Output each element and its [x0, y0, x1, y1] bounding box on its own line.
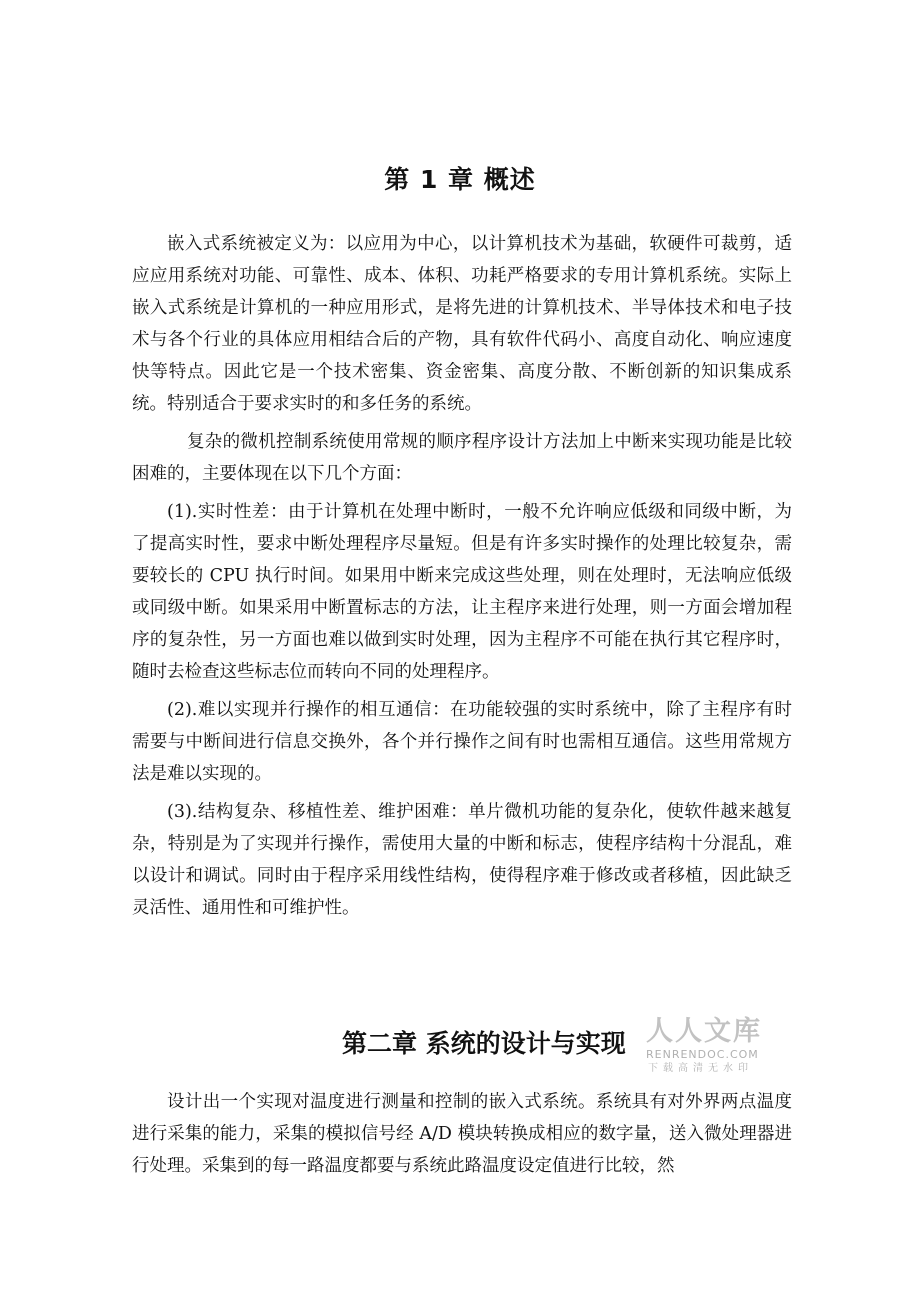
chapter-1-body: [132, 228, 792, 930]
paragraph-point-1: (1).实时性差：由于计算机在处理中断时，一般不允许响应低级和同级中断，为了提高实时性，要求中断处理程序尽量短。但是有许多实时操作的处理比较复杂，需要较长的 CPU 执行时间。如果用中断来完成这些处理，则在处理时，无法响应低级或同级中断。如果采用中断置标志的方法，让主程序来进行处理，则一方面会增加程序的复杂性，另一方面也难以做到实时处理，因为主程序不可能在执行其它程序时，随时去检查这些标志位而转向不同的处理程序。: [132, 502, 792, 682]
watermark-logo: [646, 1016, 786, 1080]
chapter-2-body: [132, 1086, 792, 1188]
chapter-2-title: 第二章 系统的设计与实现: [342, 1029, 626, 1058]
paragraph-system-design: 设计出一个实现对温度进行测量和控制的嵌入式系统。系统具有对外界两点温度进行采集的能力，采集的模拟信号经 A/D 模块转换成相应的数字量，送入微处理器进行处理。采集到的每一路温度都要与系统此路温度设定值进行比较，然: [132, 1092, 792, 1176]
watermark-main-text: 人人文库: [646, 1016, 762, 1047]
watermark-domain-text: RENRENDOC.COM: [646, 1048, 759, 1061]
paragraph-difficulties-intro: 复杂的微机控制系统使用常规的顺序程序设计方法加上中断来实现功能是比较困难的，主要体现在以下几个方面：: [132, 432, 792, 484]
chapter-2-header: [0, 1012, 920, 1082]
watermark-subtitle-text: 下载高清无水印: [648, 1063, 753, 1074]
chapter-1-title: 第 1 章 概述: [384, 165, 536, 194]
paragraph-point-3: (3).结构复杂、移植性差、维护困难：单片微机功能的复杂化，使软件越来越复杂，特别是为了实现并行操作，需使用大量的中断和标志，使程序结构十分混乱，难以设计和调试。同时由于程序采用线性结构，使得程序难于修改或者移植，因此缺乏灵活性、通用性和可维护性。: [132, 802, 792, 918]
paragraph-embedded-definition: 嵌入式系统被定义为：以应用为中心，以计算机技术为基础，软硬件可裁剪，适应应用系统对功能、可靠性、成本、体积、功耗严格要求的专用计算机系统。实际上嵌入式系统是计算机的一种应用形式，是将先进的计算机技术、半导体技术和电子技术与各个行业的具体应用相结合后的产物，具有软件代码小、高度自动化、响应速度快等特点。因此它是一个技术密集、资金密集、高度分散、不断创新的知识集成系统。特别适合于要求实时的和多任务的系统。: [132, 234, 792, 414]
paragraph-point-2: (2).难以实现并行操作的相互通信：在功能较强的实时系统中，除了主程序有时需要与中断间进行信息交换外，各个并行操作之间有时也需相互通信。这些用常规方法是难以实现的。: [132, 700, 792, 784]
